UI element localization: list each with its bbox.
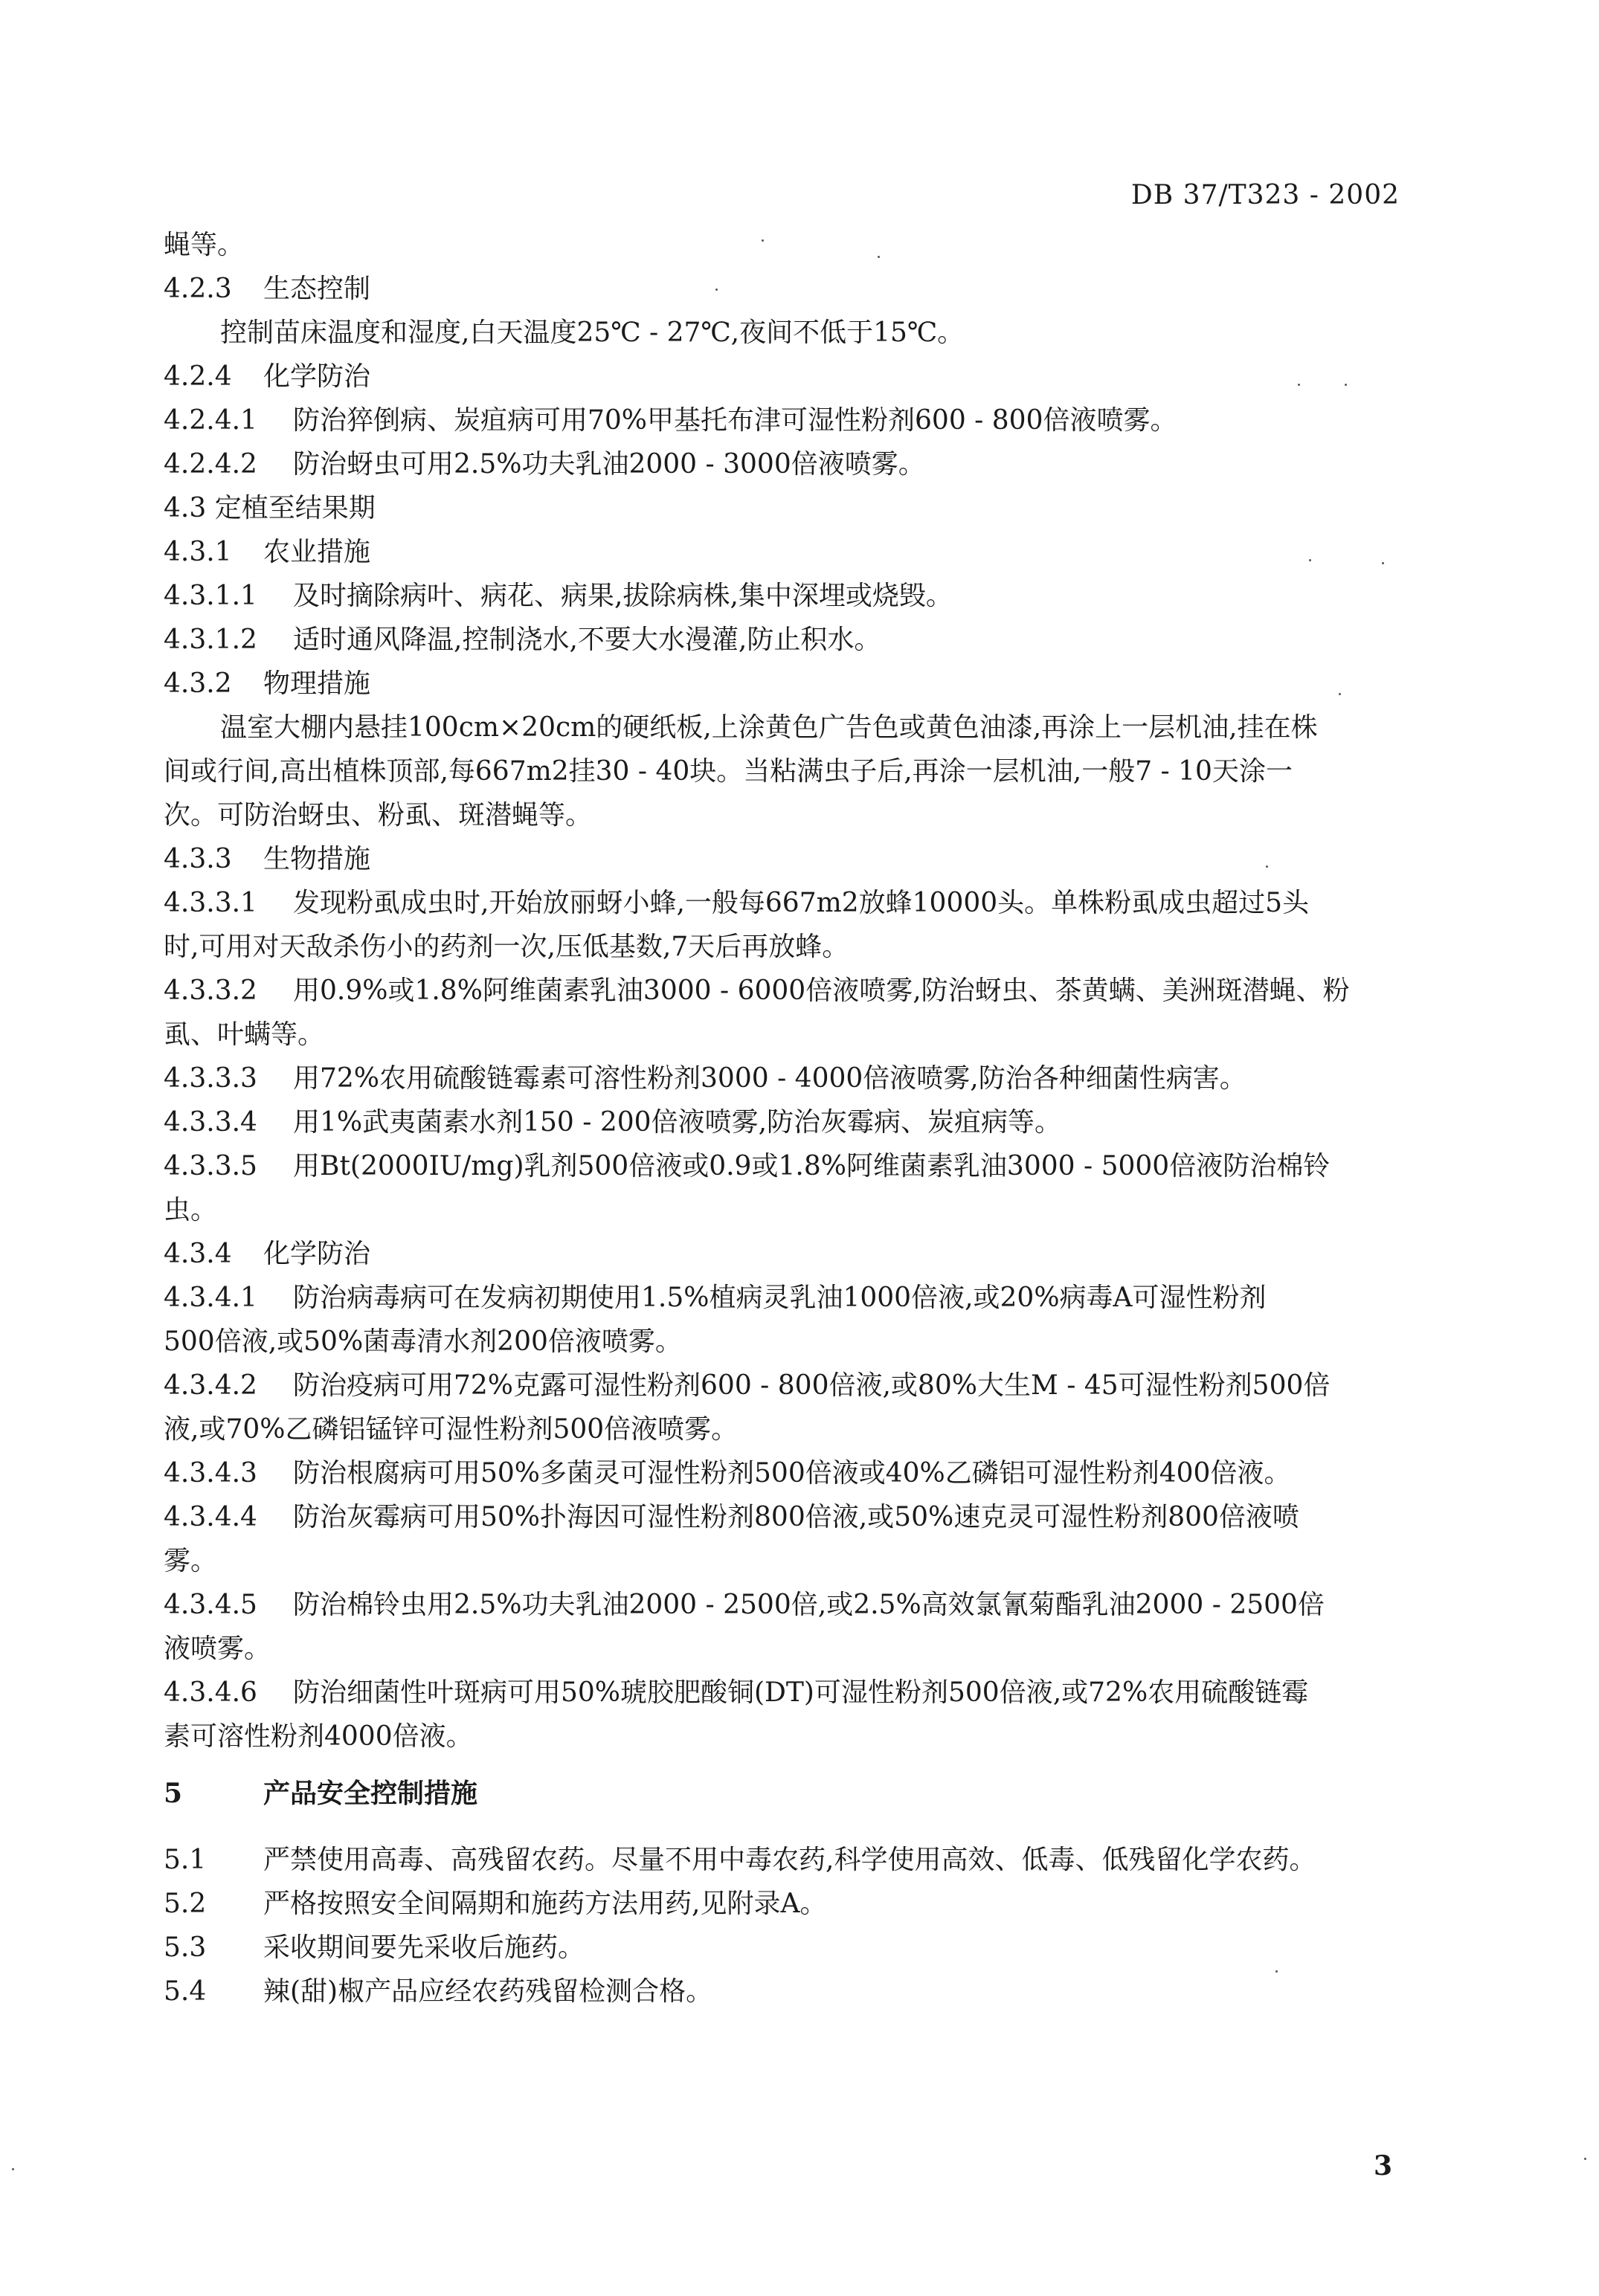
section-5-item [164, 1882, 1400, 1926]
clause-text: 用Bt(2000IU/mg)乳剂500倍液或0.9或1.8%阿维菌素乳油3000 - 5000倍液防治棉铃 [293, 1151, 1331, 1181]
clause-number: 4.3.4.1 [164, 1283, 257, 1313]
text-line [164, 925, 1400, 969]
scan-speck [1309, 559, 1311, 561]
clause-text: 生态控制 [263, 274, 371, 304]
scan-speck [1345, 384, 1347, 386]
text-line [164, 486, 1400, 530]
scan-speck [1266, 865, 1268, 868]
text-line [164, 1320, 1400, 1364]
clause-text: 温室大棚内悬挂100cm×20cm的硬纸板,上涂黄色广告色或黄色油漆,再涂上一层机油,挂在株 [220, 712, 1318, 743]
clause-text: 4.3 定植至结果期 [164, 493, 376, 523]
text-line [164, 662, 1400, 706]
clause-text: 防治棉铃虫用2.5%功夫乳油2000 - 2500倍,或2.5%高效氯氰菊酯乳油2000 - 2500倍 [293, 1590, 1325, 1620]
text-line [164, 837, 1400, 881]
clause-text: 生物措施 [263, 844, 371, 874]
clause-text: 防治猝倒病、炭疽病可用70%甲基托布津可湿性粉剂600 - 800倍液喷雾。 [293, 405, 1177, 436]
text-line [164, 1583, 1400, 1627]
clause-number: 4.3.2 [164, 668, 232, 699]
clause-number: 4.2.4.2 [164, 449, 257, 480]
clause-text: 控制苗床温度和湿度,白天温度25℃ - 27℃,夜间不低于15℃。 [220, 317, 965, 348]
text-line [164, 1013, 1400, 1057]
scan-speck [1382, 562, 1384, 564]
clause-text: 防治蚜虫可用2.5%功夫乳油2000 - 3000倍液喷雾。 [293, 449, 925, 480]
text-line [164, 574, 1400, 618]
clause-text: 农业措施 [263, 537, 371, 567]
text-line [164, 881, 1400, 925]
clause-text: 严禁使用高毒、高残留农药。尽量不用中毒农药,科学使用高效、低毒、低残留化学农药。 [263, 1845, 1316, 1875]
scan-speck [1584, 2158, 1586, 2160]
clause-text: 防治根腐病可用50%多菌灵可湿性粉剂500倍液或40%乙磷铝可湿性粉剂400倍液。 [293, 1458, 1291, 1489]
clause-text: 液,或70%乙磷铝锰锌可湿性粉剂500倍液喷雾。 [164, 1414, 739, 1445]
text-line [164, 223, 1400, 267]
text-line [164, 355, 1400, 399]
text-line [164, 1100, 1400, 1144]
section-5-item [164, 1926, 1400, 1970]
scan-speck [715, 288, 718, 291]
scan-speck [1275, 1970, 1278, 1973]
body-text [164, 223, 1400, 1758]
clause-text: 物理措施 [263, 668, 371, 699]
clause-number: 4.3.1.1 [164, 581, 257, 611]
clause-number: 4.3.4.2 [164, 1370, 257, 1401]
text-line [164, 749, 1400, 793]
clause-number: 4.3.4.4 [164, 1502, 257, 1532]
text-line [164, 1188, 1400, 1232]
clause-number: 4.2.4.1 [164, 405, 257, 436]
clause-text: 液喷雾。 [164, 1634, 271, 1664]
clause-text: 防治灰霉病可用50%扑海因可湿性粉剂800倍液,或50%速克灵可湿性粉剂800倍液喷 [293, 1502, 1299, 1532]
scan-speck [12, 2168, 14, 2170]
clause-number: 5.3 [164, 1932, 207, 1963]
text-line [164, 311, 1400, 355]
clause-text: 虱、叶螨等。 [164, 1019, 325, 1050]
text-line [164, 618, 1400, 662]
clause-text: 虫。 [164, 1195, 218, 1225]
clause-number: 4.3.3.5 [164, 1151, 257, 1181]
clause-text: 用0.9%或1.8%阿维菌素乳油3000 - 6000倍液喷雾,防治蚜虫、茶黄螨、美洲斑潜蝇、粉 [293, 976, 1350, 1006]
clause-number: 5.4 [164, 1976, 207, 2007]
text-line [164, 399, 1400, 442]
text-line [164, 530, 1400, 574]
clause-text: 及时摘除病叶、病花、病果,拔除病株,集中深埋或烧毁。 [293, 581, 953, 611]
clause-number: 4.3.3.2 [164, 976, 257, 1006]
text-line [164, 1671, 1400, 1715]
text-line [164, 793, 1400, 837]
clause-number: 4.3.4.5 [164, 1590, 257, 1620]
clause-number: 4.3.4 [164, 1239, 232, 1269]
clause-number: 4.3.1 [164, 537, 232, 567]
clause-text: 化学防治 [263, 1239, 371, 1269]
clause-text: 防治疫病可用72%克露可湿性粉剂600 - 800倍液,或80%大生M - 45可湿性粉剂500倍 [293, 1370, 1331, 1401]
clause-number: 4.3.3.4 [164, 1107, 257, 1138]
text-line [164, 1451, 1400, 1495]
text-line [164, 1276, 1400, 1320]
clause-text: 防治细菌性叶斑病可用50%琥胶肥酸铜(DT)可湿性粉剂500倍液,或72%农用硫酸链霉 [293, 1677, 1309, 1708]
clause-text: 适时通风降温,控制浇水,不要大水漫灌,防止积水。 [293, 625, 881, 655]
text-line [164, 1539, 1400, 1583]
section-5 [164, 1772, 1400, 2013]
text-line [164, 267, 1400, 311]
clause-text: 用72%农用硫酸链霉素可溶性粉剂3000 - 4000倍液喷雾,防治各种细菌性病害。 [293, 1063, 1246, 1094]
text-line [164, 1144, 1400, 1188]
scan-speck [878, 256, 880, 258]
clause-number: 4.2.4 [164, 361, 232, 392]
text-line [164, 1057, 1400, 1100]
page-number: 3 [1373, 2150, 1392, 2181]
clause-number: 5.1 [164, 1845, 207, 1875]
text-line [164, 1364, 1400, 1407]
clause-number: 4.3.4.3 [164, 1458, 257, 1489]
clause-text: 蝇等。 [164, 230, 245, 260]
scan-speck [1298, 384, 1300, 386]
section-5-item [164, 1970, 1400, 2013]
clause-number: 4.3.3 [164, 844, 232, 874]
clause-text: 用1%武夷菌素水剂150 - 200倍液喷雾,防治灰霉病、炭疽病等。 [293, 1107, 1062, 1138]
clause-text: 时,可用对天敌杀伤小的药剂一次,压低基数,7天后再放蜂。 [164, 932, 849, 962]
clause-text: 间或行间,高出植株顶部,每667m2挂30 - 40块。当粘满虫子后,再涂一层机油,一般7 - 10天涂一 [164, 756, 1293, 787]
clause-text: 素可溶性粉剂4000倍液。 [164, 1721, 473, 1752]
clause-number: 4.3.1.2 [164, 625, 257, 655]
clause-text: 次。可防治蚜虫、粉虱、斑潜蝇等。 [164, 800, 593, 831]
scan-speck [1339, 693, 1341, 695]
text-line [164, 1495, 1400, 1539]
clause-text: 采收期间要先采收后施药。 [263, 1932, 585, 1963]
text-line [164, 706, 1400, 749]
clause-number: 4.2.3 [164, 274, 232, 304]
clause-text: 化学防治 [263, 361, 371, 392]
clause-text: 防治病毒病可在发病初期使用1.5%植病灵乳油1000倍液,或20%病毒A可湿性粉剂 [293, 1283, 1267, 1313]
text-line [164, 1407, 1400, 1451]
clause-number: 4.3.3.3 [164, 1063, 257, 1094]
clause-text: 辣(甜)椒产品应经农药残留检测合格。 [263, 1976, 713, 2007]
clause-text: 严格按照安全间隔期和施药方法用药,见附录A。 [263, 1889, 827, 1919]
text-line [164, 1232, 1400, 1276]
clause-number: 4.3.3.1 [164, 888, 257, 918]
clause-text: 雾。 [164, 1546, 218, 1576]
section-heading: 5 产品安全控制措施 [164, 1778, 478, 1809]
section-5-item [164, 1838, 1400, 1882]
text-line [164, 969, 1400, 1013]
scan-speck [762, 239, 764, 242]
text-line [164, 1627, 1400, 1671]
standard-code: DB 37/T323 - 2002 [1130, 180, 1400, 210]
clause-text: 发现粉虱成虫时,开始放丽蚜小蜂,一般每667m2放蜂10000头。单株粉虱成虫超过5头 [293, 888, 1310, 918]
text-line [164, 1715, 1400, 1758]
clause-number: 4.3.4.6 [164, 1677, 257, 1708]
clause-number: 5.2 [164, 1889, 207, 1919]
text-line [164, 442, 1400, 486]
clause-text: 500倍液,或50%菌毒清水剂200倍液喷雾。 [164, 1326, 682, 1357]
